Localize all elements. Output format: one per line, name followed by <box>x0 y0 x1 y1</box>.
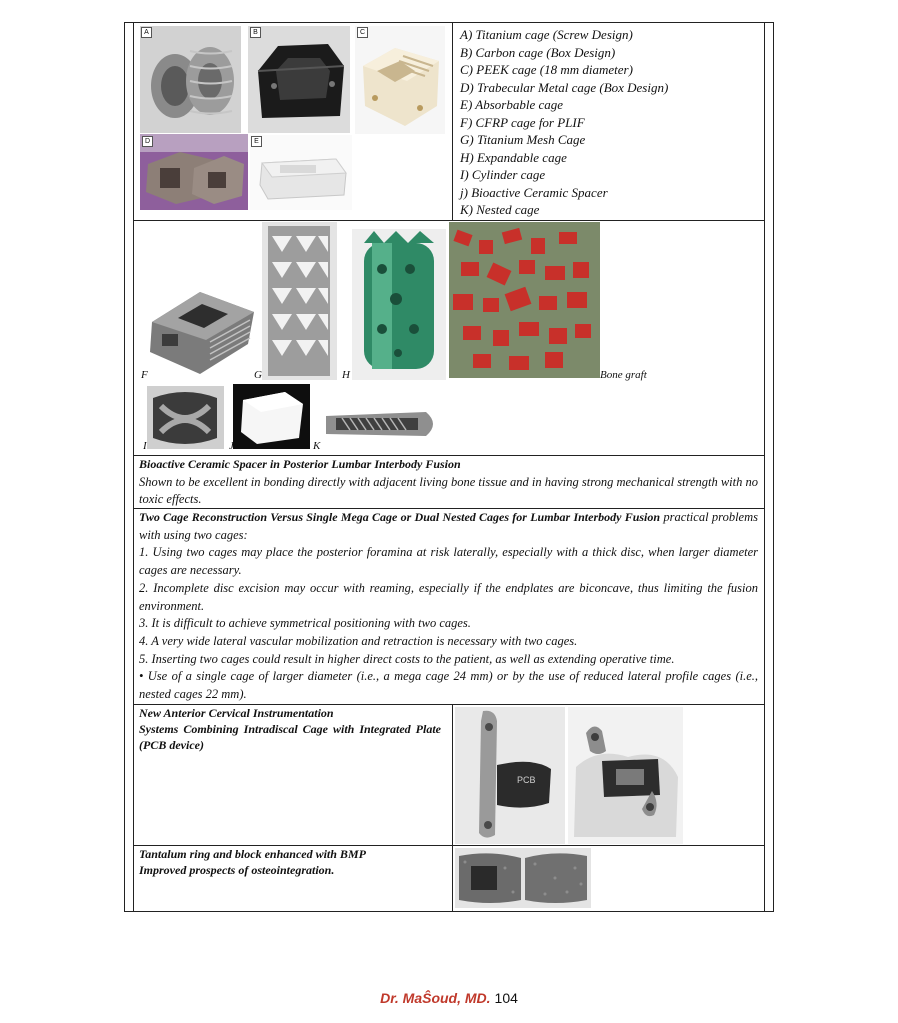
tantalum-ring-block-image <box>455 848 591 908</box>
bioactive-ceramic-spacer-image <box>233 384 310 449</box>
figure-label-f: F <box>141 369 148 381</box>
cage-list-item-a: A) Titanium cage (Screw Design) <box>460 27 633 42</box>
pcb-device-text: PCB <box>517 775 536 785</box>
figure-label-h: H <box>342 369 350 381</box>
two-cage-point-1: 1. Using two cages may place the posterior foramina at risk laterally, especially with a thick disc, when larger diameter cages are necessary. <box>139 545 758 578</box>
row-divider-4 <box>133 704 765 705</box>
page-number: 104 <box>494 990 518 1006</box>
bioactive-section <box>139 456 758 509</box>
pcb-device-side-image <box>455 707 565 844</box>
figure-label-c: C <box>357 27 368 38</box>
tantalum-line-2: Improved prospects of osteointegration. <box>139 863 335 877</box>
table-inner-right <box>764 22 765 912</box>
nested-cage-image <box>322 406 442 442</box>
pcb-device-installed-image <box>568 707 683 844</box>
cage-list-item-f: F) CFRP cage for PLIF <box>460 114 585 130</box>
cage-list-item-j: j) Bioactive Ceramic Spacer <box>460 184 608 200</box>
peek-cage-image <box>355 26 445 134</box>
bone-graft-image <box>449 222 600 378</box>
table-outer-top <box>124 22 774 23</box>
titanium-screw-cage-image <box>140 26 241 133</box>
two-cage-point-4: 4. A very wide lateral vascular mobilization and retraction is necessary with two cages. <box>139 633 578 648</box>
bioactive-body: Shown to be excellent in bonding directly with adjacent living bone tissue and in having strong mechanical strength with no toxic effects. <box>139 474 759 507</box>
cfrp-cage-image <box>148 282 258 378</box>
cage-list-item-b: B) Carbon cage (Box Design) <box>460 44 616 60</box>
table-outer-right <box>773 22 774 912</box>
two-cage-section <box>139 509 758 704</box>
two-cage-point-3: 3. It is difficult to achieve symmetrical positioning with two cages. <box>139 616 471 631</box>
bioactive-title: Bioactive Ceramic Spacer in Posterior Lumbar Interbody Fusion <box>139 457 461 471</box>
figure-label-k: K <box>313 440 321 452</box>
page-footer <box>0 990 898 1008</box>
bone-graft-label: Bone graft <box>600 369 647 381</box>
table-outer-bottom <box>124 911 774 912</box>
two-cage-title: Two Cage Reconstruction Versus Single Mega Cage or Dual Nested Cages for Lumbar Interbody Fusion <box>139 510 661 524</box>
cage-list-item-k: K) Nested cage <box>460 202 540 217</box>
cage-list-item-c: C) PEEK cage (18 mm diameter) <box>460 62 633 77</box>
col-divider-row1 <box>452 22 453 221</box>
cervical-line-2: Systems Combining Intradiscal Cage with Integrated Plate (PCB device) <box>139 722 441 752</box>
col-divider-row5-6 <box>452 704 453 912</box>
cage-list-item-g: G) Titanium Mesh Cage <box>460 132 586 147</box>
figure-label-j: J <box>229 440 234 452</box>
figure-label-g: G <box>254 369 262 381</box>
figure-label-b: B <box>250 27 261 38</box>
table-outer-left <box>124 22 125 912</box>
two-cage-point-bullet: • Use of a single cage of larger diameter (i.e., a mega cage 24 mm) or by the use of reduced lateral profile cages (i.e., nested cages 22 mm). <box>139 669 758 702</box>
cage-list-item-i: I) Cylinder cage <box>460 167 546 182</box>
figure-label-d: D <box>142 136 153 147</box>
carbon-box-cage-image <box>248 26 350 133</box>
two-cage-point-5: 5. Inserting two cages could result in higher direct costs to the patient, as well as extending operative time. <box>139 651 675 666</box>
two-cage-intro: practical problems with using two cages: <box>139 510 758 542</box>
expandable-cage-image <box>352 229 446 380</box>
cage-list-item-d: D) Trabecular Metal cage (Box Design) <box>460 79 669 95</box>
figure-label-a: A <box>141 27 152 38</box>
cervical-line-1: New Anterior Cervical Instrumentation <box>139 706 334 720</box>
cage-list-item-h: H) Expandable cage <box>460 149 567 165</box>
two-cage-point-2: 2. Incomplete disc excision may occur with reaming, especially if the endplates are biconcave, thus limiting the fusion environment. <box>139 580 758 613</box>
cage-list-item-e: E) Absorbable cage <box>460 97 564 112</box>
row-divider-1 <box>133 220 765 221</box>
row-divider-5 <box>133 845 765 846</box>
figure-label-i: I <box>143 440 147 452</box>
trabecular-metal-cage-image <box>140 134 248 210</box>
figure-label-e: E <box>251 136 262 147</box>
absorbable-cage-image <box>250 135 352 210</box>
footer-author: Dr. MaŜoud, MD. <box>380 990 491 1006</box>
table-inner-left <box>133 22 134 912</box>
cylinder-cage-image <box>147 386 224 449</box>
titanium-mesh-cage-image <box>262 222 337 380</box>
tantalum-line-1: Tantalum ring and block enhanced with BMP <box>139 847 366 861</box>
